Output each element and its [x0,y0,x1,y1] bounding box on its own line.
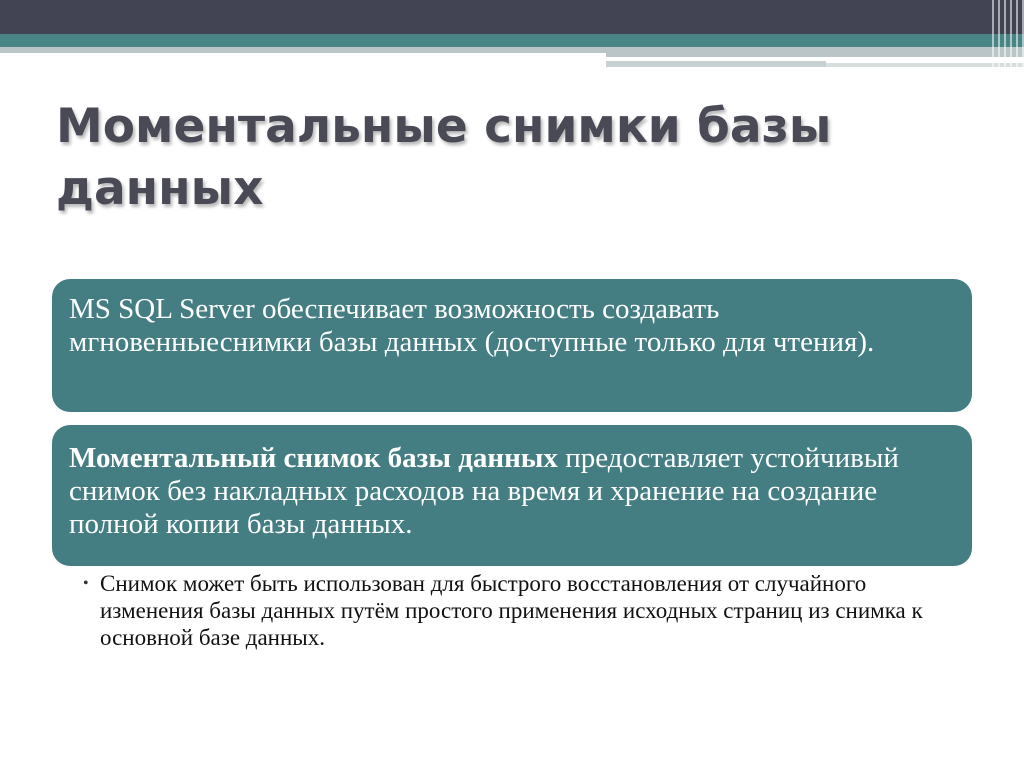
slide-title: Моментальные снимки базы данных [56,99,832,216]
content-box-2 [52,425,972,566]
bullet-text: Снимок может быть использован для быстрого восстановления от случайного изменения базы данных путём простого применения исходных страниц из снимка к основной базе данных. [100,571,923,650]
header-band-dark [0,0,1024,34]
header-accent-line [606,61,826,67]
content-box-1-text: MS SQL Server обеспечивает возможность создавать мгновенныеснимки базы данных (доступные только для чтения). [69,293,875,358]
header-accent-line [606,53,1024,57]
content-box-2-bold-text: Моментальный снимок базы данных [69,442,558,474]
bullet-item [83,570,960,651]
bullet-list [82,570,960,651]
content-box-1 [52,279,972,412]
content-box-2-text: предоставляет устойчивый снимок без накладных расходов на время и хранение на создание полной копии базы данных. [69,442,899,540]
bullet-marker: • [83,575,89,592]
header-stripes [992,0,1024,67]
header-band-teal [0,34,1024,47]
